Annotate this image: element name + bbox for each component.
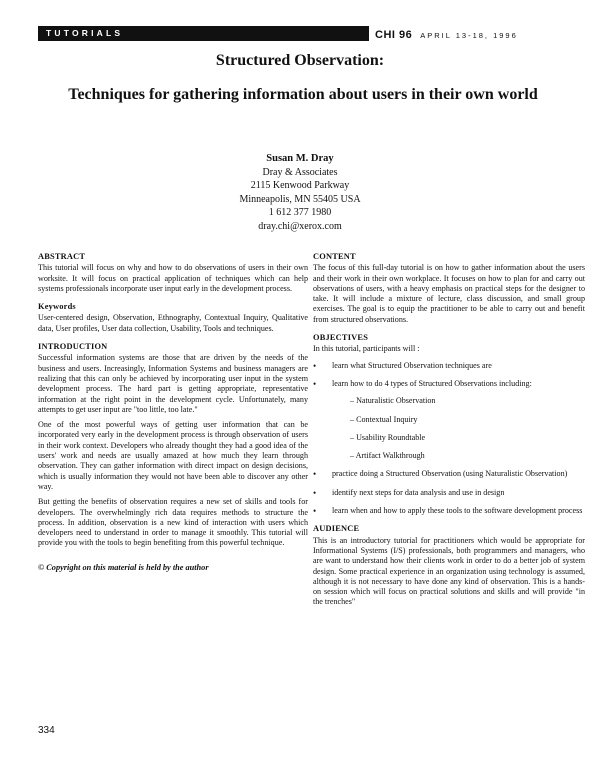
objectives-heading: OBJECTIVES	[313, 333, 369, 343]
conference-name: CHI 96	[375, 29, 413, 41]
page-number: 334	[38, 725, 55, 736]
introduction-paragraph-3: But getting the benefits of observation requires a new set of skills and tools for developers. The overwhelmingly rich data requires methods to structure the process. In addition, observation is a new kind of interaction with users which developers need to understand in order to manage it smoothly. This tutorial will provide you with the tools to begin benefiting from this powerful technique.	[38, 497, 308, 548]
objective-item: • learn what Structured Observation techniques are	[313, 361, 585, 371]
objective-item	[313, 379, 585, 461]
objective-item: • practice doing a Structured Observation (using Naturalistic Observation)	[313, 469, 585, 479]
right-column	[313, 252, 585, 613]
title-line-1: Structured Observation:	[215, 52, 385, 69]
objective-text: learn how to do 4 types of Structured Observations including:	[332, 378, 532, 388]
observation-type: – Naturalistic Observation	[350, 396, 585, 406]
objective-item: • identify next steps for data analysis and use in design	[313, 488, 585, 498]
copyright-notice: © Copyright on this material is held by the author	[38, 562, 209, 572]
objectives-intro: In this tutorial, participants will :	[313, 344, 420, 354]
observation-type: – Artifact Walkthrough	[350, 451, 585, 461]
title-line-2: Techniques for gathering information about users in their own world	[68, 86, 538, 103]
observation-type: – Contextual Inquiry	[350, 415, 585, 425]
abstract-text: This tutorial will focus on why and how to do observations of users in their own worksite. It will focus on practical application of techniques which can help systems professionals incorporate user input early in the development process.	[38, 263, 308, 293]
author-org: Dray & Associates	[262, 166, 338, 178]
content-text: The focus of this full-day tutorial is on how to gather information about the users and their work in their own workplace. It focuses on how to plan for and carry out observations of users, with a heavy emphasis on practical steps for the designer to take. It will include a mixture of lecture, class discussion, and small group exercises. The goal is to equip the practitioner to be able to carry out and benefit from structured observations.	[313, 263, 585, 324]
author-street: 2115 Kenwood Parkway	[250, 180, 350, 191]
observation-type: – Usability Roundtable	[350, 433, 585, 443]
audience-heading: AUDIENCE	[313, 524, 360, 534]
tutorials-banner: TUTORIALS	[38, 26, 369, 41]
keywords-heading: Keywords	[38, 302, 76, 312]
author-email: dray.chi@xerox.com	[258, 220, 342, 232]
content-heading: CONTENT	[313, 252, 356, 261]
author-block	[0, 152, 600, 233]
abstract-heading: ABSTRACT	[38, 252, 86, 261]
objectives-list	[313, 361, 585, 517]
keywords-text: User-centered design, Observation, Ethnography, Contextual Inquiry, Qualitative data, User profiles, User data collection, Usability, Tools and techniques.	[38, 313, 308, 333]
author-city: Minneapolis, MN 55405 USA	[239, 193, 361, 205]
introduction-paragraph-2: One of the most powerful ways of getting user information that can be incorporated very early in the development process is through observation of users in their work context. Developers who already thought they had a good idea of the users' work and needs are usually amazed at how much they learn through observation. They can gather information with direct impact on design decisions, which is usually information they would not have been able to discover any other way.	[38, 420, 308, 491]
author-name: Susan M. Dray	[266, 153, 334, 164]
audience-text: This is an introductory tutorial for practitioners which would be appropriate for Informational Systems (I/S) professionals, both programmers and managers, who are want to understand how their clients work in order to do a better job of system design. Some practical experience in an organization using technology is assumed, although it is not necessary to have done any kind of observation. This is a hands-on session which will focus on practical solutions and skills and will provide "in the trenches"	[313, 535, 585, 607]
observation-types-list	[332, 396, 585, 461]
introduction-heading: INTRODUCTION	[38, 342, 108, 352]
objective-item: • learn when and how to apply these tools to the software development process	[313, 506, 585, 516]
conference-date: APRIL 13-18, 1996	[420, 31, 518, 40]
left-column	[38, 252, 308, 573]
conference-header	[375, 26, 518, 41]
introduction-paragraph-1: Successful information systems are those that are driven by the needs of the business and users. Increasingly, Information Systems and business managers are realizing that this can only be achieved by incorporating user input in the system development process. The hard part is getting appropriate, representative information at the right point in the development cycle. Unfortunately, many attempts to get user input are "too little, too late."	[38, 353, 308, 414]
author-phone: 1 612 377 1980	[268, 207, 332, 218]
